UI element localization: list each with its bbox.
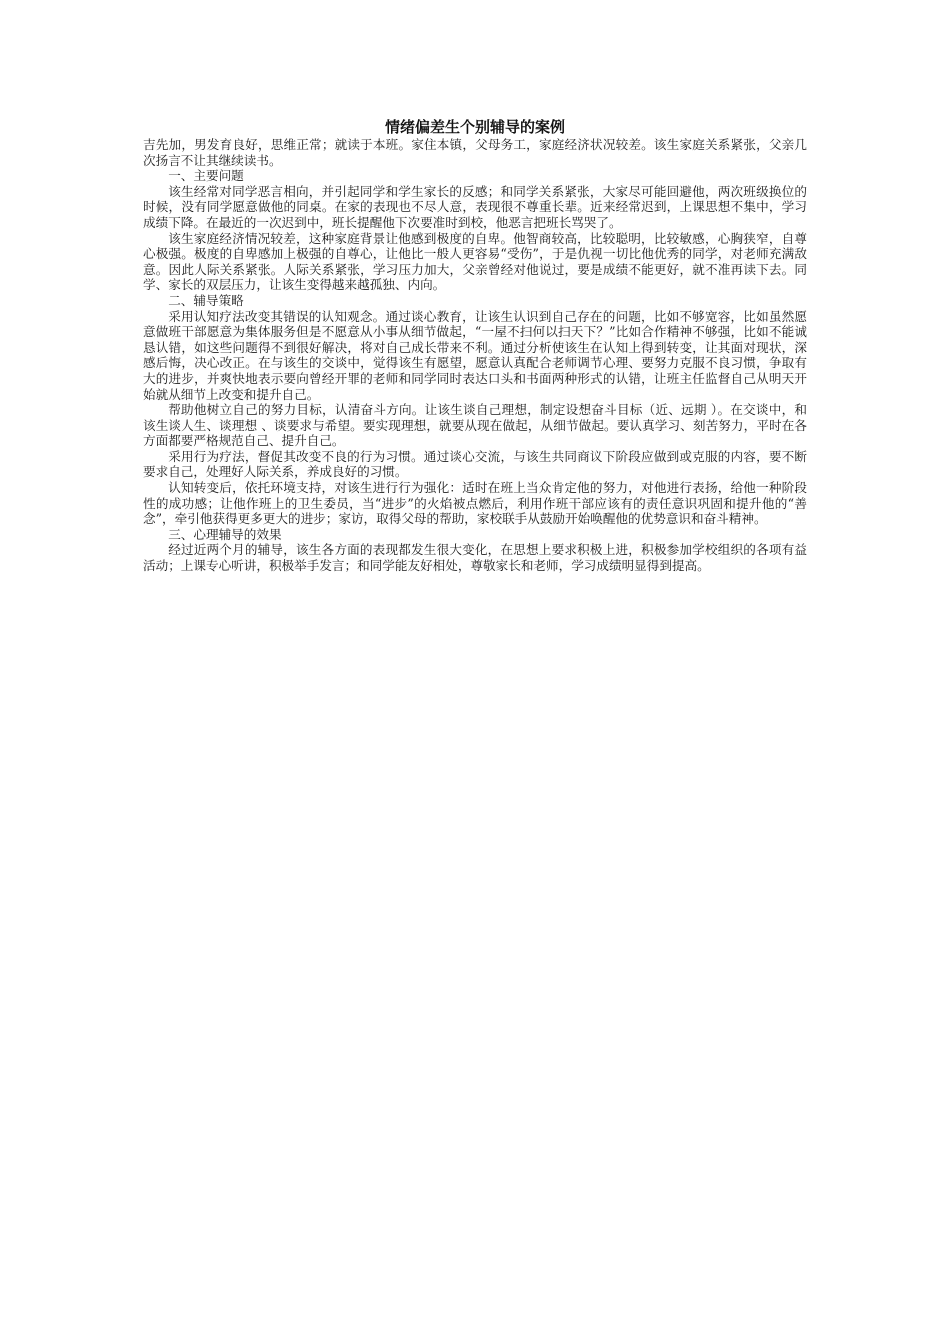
body-paragraph: 该生家庭经济情况较差，这种家庭背景让他感到极度的自卑。他智商较高，比较聪明，比较敏感，心胸狭窄，自尊心极强。极度的自卑感加上极强的自尊心，让他比一般人更容易“受伤”，于是仇视一切比他优秀的同学，对老师充满敌意。因此人际关系紧张。人际关系紧张，学习压力加大，父亲曾经对他说过，要是成绩不能更好，就不准再读下去。同学、家长的双层压力，让该生变得越来越孤独、内向。 — [143, 230, 807, 293]
body-paragraph: 帮助他树立自己的努力目标，认清奋斗方向。让该生谈自己理想，制定设想奋斗目标（近、远期 ）。在交谈中，和该生谈人生、谈理想 、谈要求与希望。要实现理想，就要从现在做起，从细节做起。要认真学习、刻苦努力，平时在各方面都要严格规范自己、提升自己。 — [143, 402, 807, 449]
section-heading-strategy: 二、辅导策略 — [168, 292, 244, 308]
body-paragraph: 采用行为疗法，督促其改变不良的行为习惯。通过谈心交流，与该生共同商议下阶段应做到或克服的内容，要不断要求自己，处理好人际关系，养成良好的习惯。 — [143, 448, 807, 480]
body-paragraph: 认知转变后，依托环境支持，对该生进行行为强化：适时在班上当众肯定他的努力，对他进行表扬，给他一种阶段性的成功感；让他作班上的卫生委员，当“进步”的火焰被点燃后，利用作班干部应该有的责任意识巩固和提升他的“善念”，牵引他获得更多更大的进步；家访，取得父母的帮助，家校联手从鼓励开始唤醒他的优势意识和奋斗精神。 — [143, 480, 807, 527]
body-paragraph: 该生经常对同学恶言相向，并引起同学和学生家长的反感；和同学关系紧张，大家尽可能回避他，两次班级换位的时候，没有同学愿意做他的同桌。在家的表现也不尽人意，表现很不尊重长辈。近来经常迟到，上课思想不集中，学习成绩下降。在最近的一次迟到中，班长提醒他下次要准时到校，他恶言把班长骂哭了。 — [143, 183, 807, 230]
section-heading-effect: 三、心理辅导的效果 — [168, 526, 282, 542]
intro-paragraph: 吉先加，男发育良好，思维正常；就读于本班。家住本镇，父母务工，家庭经济状况较差。该生家庭关系紧张，父亲几次扬言不让其继续读书。 — [143, 137, 807, 168]
document-title: 情绪偏差生个别辅导的案例 — [384, 118, 565, 136]
document-page — [143, 117, 807, 574]
body-paragraph: 经过近两个月的辅导，该生各方面的表现都发生很大变化，在思想上要求积极上进，积极参加学校组织的各项有益活动；上课专心听讲，积极举手发言；和同学能友好相处，尊敬家长和老师，学习成绩明显得到提高。 — [143, 542, 807, 574]
body-paragraph: 采用认知疗法改变其错误的认知观念。通过谈心教育，让该生认识到自己存在的问题，比如不够宽容，比如虽然愿意做班干部愿意为集体服务但是不愿意从小事从细节做起，“一屋不扫何以扫天下？”比如合作精神不够强，比如不能诚恳认错，如这些问题得不到很好解决，将对自己成长带来不利。通过分析使该生在认知上得到转变，让其面对现状，深感后悔，决心改正。在与该生的交谈中，觉得该生有愿望，愿意认真配合老师调节心理、要努力克服不良习惯，争取有大的进步，并爽快地表示要向曾经开罪的老师和同学同时表达口头和书面两种形式的认错，让班主任监督自己从明天开始就从细节上改变和提升自己。 — [143, 308, 807, 402]
section-heading-main-problems: 一、主要问题 — [168, 168, 244, 184]
